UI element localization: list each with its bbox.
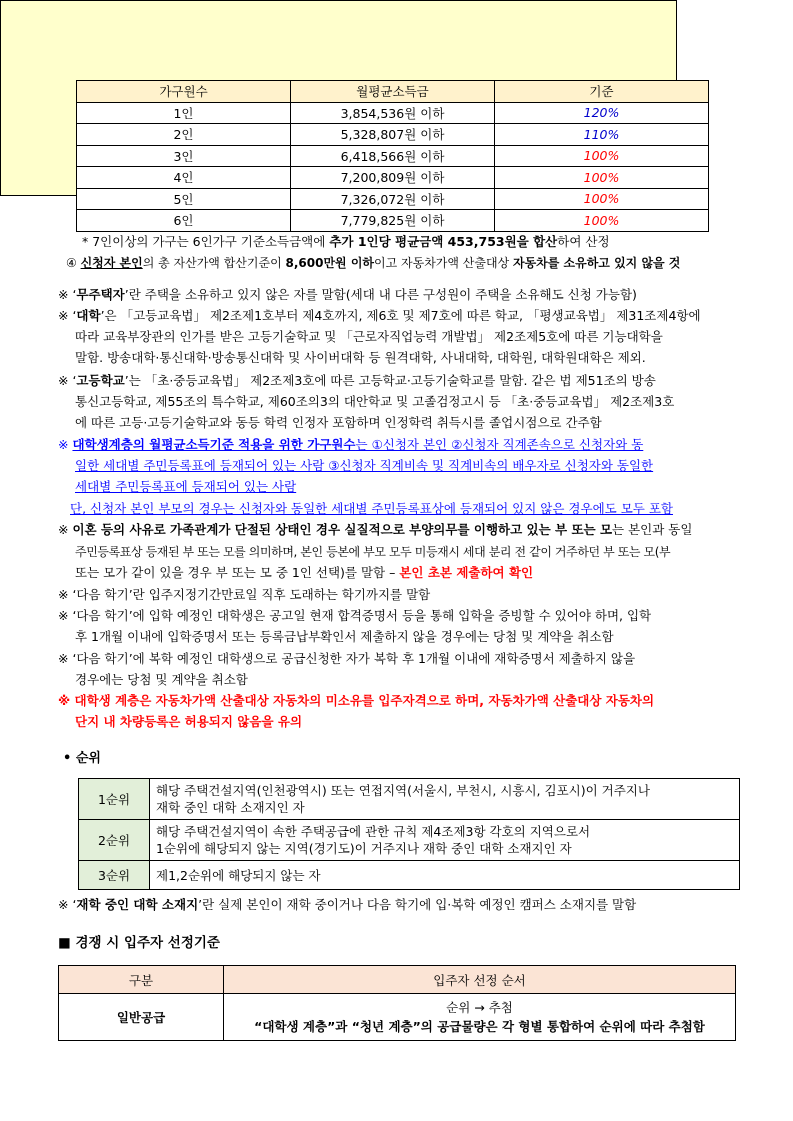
note-emphasis: 고등학교 (76, 373, 125, 388)
household-members-note (58, 436, 643, 454)
note-emphasis: 신청자 본인 (80, 256, 143, 270)
members-cell: 2인 (77, 124, 291, 146)
ranking-table (78, 778, 740, 890)
highschool-definition (58, 372, 656, 390)
car-ownership-note-line2: 단지 내 차량등록은 허용되지 않음을 유의 (75, 714, 303, 729)
table-row (59, 994, 736, 1041)
header-ratio: 기준 (495, 81, 709, 103)
note-text: 하여 산정 (557, 234, 610, 249)
table-row (77, 188, 709, 210)
note-emphasis: 8,600만원 이하 (285, 256, 375, 270)
note-text: 이고 자동차가액 산출대상 (374, 256, 513, 270)
selection-header-row (59, 966, 736, 994)
rank-desc-line: 해당 주택건설지역(인천광역시) 또는 연접지역(서울시, 부천시, 시흥시, 김포시)이 거주지나 (156, 783, 650, 798)
note-emphasis: 추가 1인당 평균금액 453,753원을 합산 (329, 234, 558, 249)
income-table (76, 80, 709, 232)
amount-cell: 7,200,809원 이하 (291, 167, 495, 189)
university-definition-line2: 따라 교육부장관의 인가를 받은 고등기술학교 및 「근로자직업능력 개발법」 제2조제5호에 따른 기능대학을 (75, 329, 663, 344)
rank-cell: 2순위 (79, 820, 150, 861)
note-text: ④ (66, 256, 81, 270)
table-row (77, 102, 709, 124)
note-emphasis: 대학생계층의 월평균소득기준 적용을 위한 가구원수 (72, 437, 356, 452)
selection-order-cell (224, 994, 736, 1041)
rank-description (150, 861, 740, 890)
members-cell: 1인 (77, 102, 291, 124)
return-note: ※ ‘다음 학기’에 복학 예정인 대학생으로 공급신청한 자가 복학 후 1개월 이내에 재학증명서 제출하지 않을 (58, 651, 636, 666)
additional-member-note (82, 233, 610, 251)
table-row (77, 210, 709, 232)
note-emphasis: 자동차를 소유하고 있지 않을 것 (512, 256, 681, 270)
note-text: 는 본인과 동일 (612, 522, 693, 537)
ratio-cell: 100% (495, 167, 709, 189)
admission-note: ※ ‘다음 학기’에 입학 예정인 대학생은 공고일 현재 합격증명서 등을 통해 입학을 증빙할 수 있어야 하며, 입학 (58, 608, 652, 623)
rank-cell: 3순위 (79, 861, 150, 890)
rank-desc-line: 1순위에 해당되지 않는 지역(경기도)이 거주지나 재학 중인 대학 소재지인 자 (156, 841, 572, 856)
household-members-line3: 세대별 주민등록표에 등재되어 있는 사람 (75, 479, 297, 494)
asset-criteria-note (66, 254, 680, 272)
income-table-header (77, 81, 709, 103)
next-semester-note: ※ ‘다음 학기’란 입주지정기간만료일 직후 도래하는 학기까지를 말함 (58, 587, 431, 602)
amount-cell: 6,418,566원 이하 (291, 145, 495, 167)
note-text: 는 ①신청자 본인 ②신청자 직계존속으로 신청자와 동 (355, 437, 644, 452)
divorce-note (58, 521, 692, 539)
divorce-note-line2: 주민등록표상 등재된 부 또는 모를 의미하며, 본인 등본에 부모 모두 미등재시 세대 분리 전 같이 거주하던 부 또는 모(부 (75, 545, 671, 559)
note-text: * 7인이상의 가구는 6인가구 기준소득금액에 (82, 234, 330, 249)
note-emphasis: 본인 초본 제출하여 확인 (399, 565, 534, 580)
highschool-definition-line2: 통신고등학교, 제55조의 특수학교, 제60조의3의 대안학교 및 고졸검정고시 등 「초·중등교육법」 제2조제3호 (75, 394, 675, 409)
table-row (79, 820, 740, 861)
ratio-cell: 100% (495, 145, 709, 167)
homeless-definition (58, 286, 637, 304)
rank-desc-line: 제1,2순위에 해당되지 않는 자 (156, 867, 321, 883)
note-text: ※ (58, 522, 73, 537)
members-cell: 6인 (77, 210, 291, 232)
header-type: 구분 (59, 966, 224, 994)
selection-order-line: “대학생 계층”과 “청년 계층”의 공급물량은 각 형별 통합하여 순위에 따라 추첨함 (254, 1019, 705, 1034)
supply-type-cell: 일반공급 (59, 994, 224, 1041)
car-ownership-note: ※ 대학생 계층은 자동차가액 산출대상 자동차의 미소유를 입주자격으로 하며, 자동차가액 산출대상 자동차의 (58, 693, 655, 708)
divorce-note-line3 (75, 564, 533, 582)
note-text: 또는 모가 같이 있을 경우 부 또는 모 중 1인 선택)를 말함 – (75, 565, 400, 580)
rank-description (150, 820, 740, 861)
note-text: ※ ‘ (58, 287, 77, 302)
ratio-cell: 110% (495, 124, 709, 146)
note-text: ※ ‘ (58, 373, 77, 388)
table-row (77, 124, 709, 146)
selection-table (58, 965, 736, 1041)
members-cell: 3인 (77, 145, 291, 167)
university-definition-line3: 말함. 방송대학·통신대학·방송통신대학 및 사이버대학 등 원격대학, 사내대학, 대학원, 대학원대학은 제외. (75, 350, 646, 365)
table-row (79, 861, 740, 890)
ranking-heading: • 순위 (63, 751, 101, 766)
rank-cell: 1순위 (79, 779, 150, 820)
note-text: ’는 「초·중등교육법」 제2조제3호에 따른 고등학교·고등기술학교를 말함. 같은 법 제51조의 방송 (124, 373, 656, 388)
table-row (77, 167, 709, 189)
note-emphasis: 재학 중인 대학 소재지 (76, 897, 199, 912)
university-definition (58, 307, 701, 325)
note-text: 의 총 자산가액 합산기준이 (142, 256, 286, 270)
rank-desc-line: 해당 주택건설지역이 속한 주택공급에 관한 규칙 제4조제3항 각호의 지역으로서 (156, 824, 591, 839)
amount-cell: 3,854,536원 이하 (291, 102, 495, 124)
household-members-line4: 단, 신청자 본인 부모의 경우는 신청자와 동일한 세대별 주민등록표상에 등재되어 있지 않은 경우에도 모두 포함 (70, 501, 673, 516)
ratio-cell: 100% (495, 188, 709, 210)
rank-description (150, 779, 740, 820)
highschool-definition-line3: 에 따른 고등·고등기술학교와 동등 학력 인정자 포함하며 인정학력 취득시를 졸업시점으로 간주함 (75, 415, 602, 430)
ratio-cell: 100% (495, 210, 709, 232)
campus-location-note (58, 896, 636, 914)
header-members: 가구원수 (77, 81, 291, 103)
amount-cell: 7,326,072원 이하 (291, 188, 495, 210)
rank-desc-line: 재학 중인 대학 소재지인 자 (156, 800, 305, 815)
table-row (77, 145, 709, 167)
note-text: ’란 주택을 소유하고 있지 않은 자를 말함(세대 내 다른 구성원이 주택을 소유해도 신청 가능함) (124, 287, 637, 302)
note-emphasis: 이혼 등의 사유로 가족관계가 단절된 상태인 경우 실질적으로 부양의무를 이행하고 있는 부 또는 모 (72, 522, 613, 537)
note-text: ’란 실제 본인이 재학 중이거나 다음 학기에 입·복학 예정인 캠퍼스 소재지를 말함 (198, 897, 637, 912)
header-amount: 월평균소득금 (291, 81, 495, 103)
note-text: ’은 「고등교육법」 제2조제1호부터 제4호까지, 제6호 및 제7호에 따른 학교, 「평생교육법」 제31조제4항에 (100, 308, 701, 323)
selection-order-line: 순위 → 추첨 (446, 1000, 513, 1015)
admission-note-line2: 후 1개월 이내에 입학증명서 또는 등록금납부확인서 제출하지 않을 경우에는 당첨 및 계약을 취소함 (75, 629, 614, 644)
members-cell: 4인 (77, 167, 291, 189)
header-order: 입주자 선정 순서 (224, 966, 736, 994)
table-row (79, 779, 740, 820)
note-emphasis: 무주택자 (76, 287, 125, 302)
ratio-cell: 120% (495, 102, 709, 124)
amount-cell: 5,328,807원 이하 (291, 124, 495, 146)
selection-heading: ■ 경쟁 시 입주자 선정기준 (58, 935, 220, 951)
note-emphasis: 대학 (76, 308, 101, 323)
note-text: ※ ‘ (58, 897, 77, 912)
household-members-line2: 일한 세대별 주민등록표에 등재되어 있는 사람 ③신청자 직계비속 및 직계비속의 배우자로 신청자와 동일한 (75, 458, 654, 473)
return-note-line2: 경우에는 당첨 및 계약을 취소함 (75, 672, 248, 687)
members-cell: 5인 (77, 188, 291, 210)
note-text: ※ (58, 437, 73, 452)
note-text: ※ ‘ (58, 308, 77, 323)
amount-cell: 7,779,825원 이하 (291, 210, 495, 232)
